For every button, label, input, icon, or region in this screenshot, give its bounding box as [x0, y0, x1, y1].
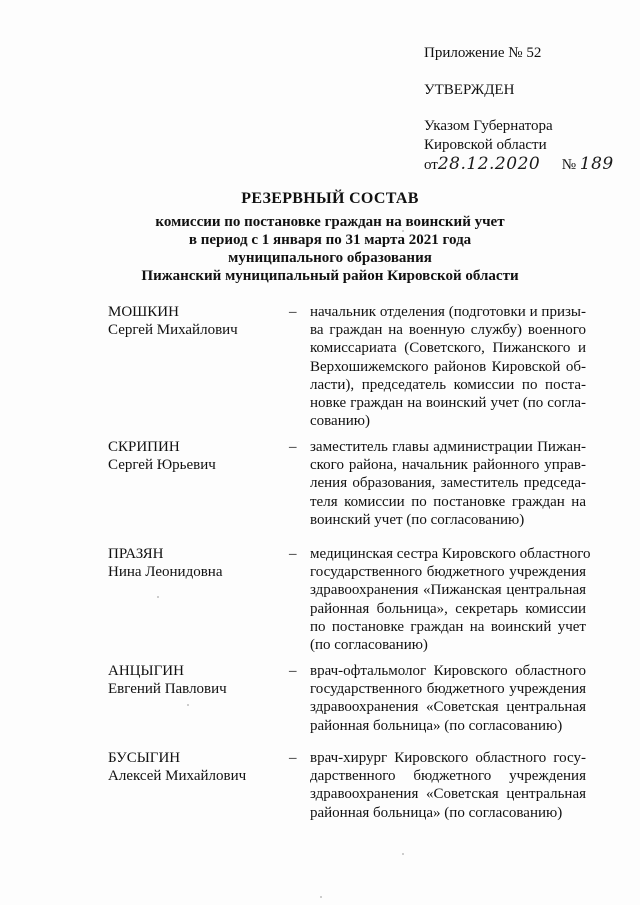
approval-block	[424, 44, 624, 175]
role-line: комиссариата (Советского, Пижанского и	[310, 340, 586, 357]
member-dash: –	[289, 439, 297, 455]
scan-speck	[402, 853, 404, 855]
member-given-name: Нина Леонидовна	[108, 564, 223, 581]
member-role	[310, 662, 586, 735]
member-name	[108, 545, 283, 581]
scan-speck	[157, 596, 159, 598]
role-line: здравоохранения «Советская центральная	[310, 786, 586, 803]
member-surname: СКРИПИН	[108, 439, 180, 455]
role-line: ского района, начальник районного управ-	[310, 457, 586, 474]
number-prefix: №	[561, 157, 577, 173]
member-surname: ПРАЗЯН	[108, 546, 164, 562]
role-line: начальник отделения (подготовки и призы-	[310, 304, 586, 320]
member-given-name: Евгений Павлович	[108, 681, 227, 698]
decree-line-2: Кировской области	[424, 137, 547, 153]
role-line: государственного бюджетного учреждения	[310, 564, 586, 581]
role-line: государственного бюджетного учреждения	[310, 681, 586, 698]
decree-line-1: Указом Губернатора	[424, 118, 553, 134]
member-dash: –	[289, 663, 297, 679]
member-surname: АНЦЫГИН	[108, 663, 184, 679]
title-line-2: комиссии по постановке граждан на воинский учет	[155, 214, 505, 230]
role-line: районная больница», секретарь комиссии	[310, 600, 586, 617]
member-role	[310, 303, 586, 430]
member-dash: –	[289, 546, 297, 562]
member-name	[108, 749, 283, 785]
appendix-label: Приложение № 52	[424, 45, 542, 61]
role-line: заместитель главы администрации Пижан-	[310, 439, 586, 455]
role-line: дарственного бюджетного учреждения	[310, 768, 586, 785]
role-line: новке граждан на воинский учет (по согла-	[310, 395, 586, 412]
title-line-5: Пижанский муниципальный район Кировской области	[141, 268, 519, 284]
title-line-4: муниципального образования	[228, 250, 432, 266]
role-line: здравоохранения «Советская центральная	[310, 699, 586, 716]
member-role	[310, 749, 586, 822]
member-given-name: Сергей Юрьевич	[108, 457, 216, 474]
role-line: врач-офтальмолог Кировского областного	[310, 663, 586, 679]
role-line: здравоохранения «Пижанская центральная	[310, 582, 586, 599]
role-line: ва граждан на военную службу) военного	[310, 322, 586, 339]
role-line: сованию)	[310, 413, 370, 430]
role-line: воинский учет (по согласованию)	[310, 511, 525, 528]
scan-speck	[402, 230, 404, 232]
member-role	[310, 438, 586, 529]
member-name	[108, 438, 283, 474]
member-given-name: Сергей Михайлович	[108, 322, 238, 339]
approved-label: УТВЕРЖДЕН	[424, 82, 515, 98]
member-dash: –	[289, 750, 297, 766]
role-line: районная больница» (по согласованию)	[310, 717, 563, 734]
member-given-name: Алексей Михайлович	[108, 768, 247, 785]
date-prefix: от	[424, 157, 438, 173]
role-line: (по согласованию)	[310, 637, 428, 654]
member-surname: БУСЫГИН	[108, 750, 181, 766]
scan-speck	[187, 704, 189, 706]
handwritten-number: 189	[579, 154, 614, 174]
role-line: районная больница» (по согласованию)	[310, 804, 563, 821]
handwritten-date: 28.12.2020	[437, 154, 541, 174]
role-line: медицинская сестра Кировского областного	[310, 546, 591, 562]
member-role	[310, 545, 591, 654]
title-main: РЕЗЕРВНЫЙ СОСТАВ	[241, 190, 419, 207]
document-title	[60, 190, 600, 285]
title-line-3: в период с 1 января по 31 марта 2021 года	[188, 232, 472, 248]
member-surname: МОШКИН	[108, 304, 179, 320]
member-dash: –	[289, 304, 297, 320]
scan-speck	[320, 896, 322, 898]
role-line: по постановке граждан на воинский учет	[310, 618, 586, 635]
role-line: врач-хирург Кировского областного госу-	[310, 750, 586, 766]
decree-date-number	[424, 155, 624, 175]
member-name	[108, 303, 283, 339]
role-line: Верхошижемского районов Кировской об-	[310, 358, 586, 375]
role-line: ления образования, заместитель председа-	[310, 475, 586, 492]
role-line: теля комиссии по постановке граждан на	[310, 493, 586, 510]
role-line: ласти), председатель комиссии по поста-	[310, 376, 586, 393]
member-name	[108, 662, 283, 698]
